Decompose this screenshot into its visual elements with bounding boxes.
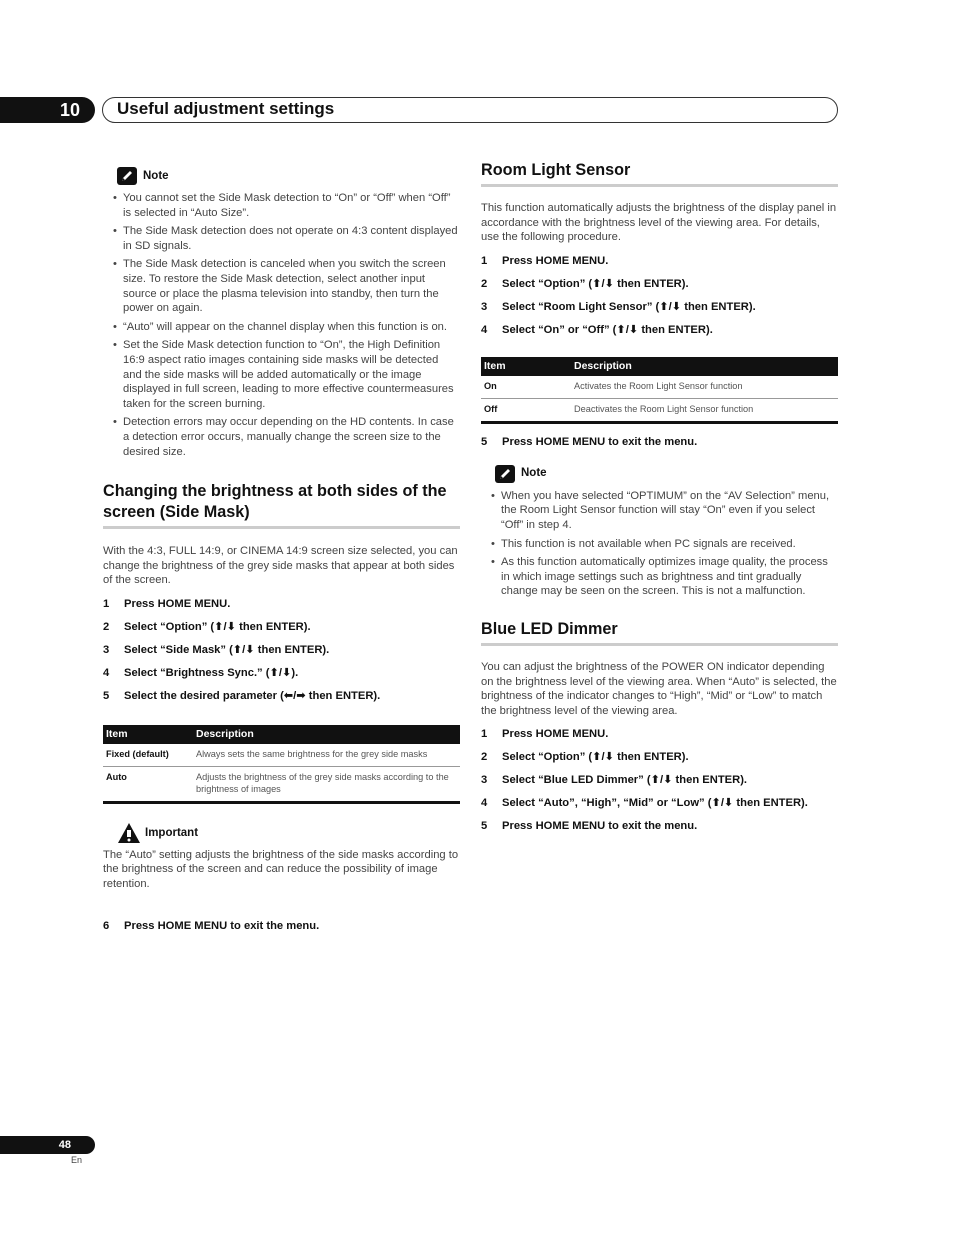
table-header-description: Description [571, 357, 838, 376]
list-item: • This function is not available when PC signals are received. [481, 537, 838, 552]
step-item: 5 Press HOME MENU to exit the menu. [481, 820, 698, 833]
list-item: • “Auto” will appear on the channel display when this function is on. [103, 320, 460, 335]
pencil-note-icon [117, 167, 137, 185]
step-item: 4 Select “Brightness Sync.” (⬆/⬇). [103, 666, 299, 679]
table-cell-description: Adjusts the brightness of the grey side masks according to the brightness of images [193, 766, 460, 802]
right-column [481, 160, 838, 842]
step-item: 4 Select “Auto”, “High”, “Mid” or “Low” (⬆/⬇ then ENTER). [481, 797, 808, 810]
table-header-item: Item [103, 725, 193, 744]
step-item: 1 Press HOME MENU. [103, 597, 231, 610]
chapter-number: 10 [60, 100, 81, 120]
table-row [103, 744, 460, 767]
note-label: Note [143, 169, 169, 182]
step-item: 5 Select the desired parameter (⬅/➡ then ENTER). [103, 689, 381, 702]
important-heading [117, 822, 460, 844]
step-item: 3 Select “Side Mask” (⬆/⬇ then ENTER). [103, 643, 330, 656]
blue-led-dimmer-steps [481, 727, 838, 833]
room-light-sensor-title: Room Light Sensor [481, 160, 838, 187]
page-language: En [71, 1155, 83, 1165]
room-light-sensor-final-step [481, 435, 838, 449]
table-cell-description: Activates the Room Light Sensor function [571, 376, 838, 399]
step-item: 1 Press HOME MENU. [481, 254, 609, 267]
list-item: • Detection errors may occur depending on the HD contents. In case a detection error occurs, manually change the screen size to the desired size. [103, 415, 460, 459]
note-heading [117, 167, 460, 185]
list-item: • The Side Mask detection does not operate on 4:3 content displayed in SD signals. [103, 224, 460, 253]
room-light-sensor-steps [481, 254, 838, 337]
blue-led-dimmer-intro: You can adjust the brightness of the POWER ON indicator depending on the brightness level of the viewing area. When “Auto” is selected, the brightness of the indicator changes to “High”, “Mid” or “Low” to match the brightness level of the viewing area. [481, 660, 837, 717]
table-row [103, 766, 460, 802]
table-cell-description: Deactivates the Room Light Sensor function [571, 398, 838, 422]
room-light-sensor-intro: This function automatically adjusts the brightness of the display panel in accordance with the brightness level of the viewing area. For details, use the following procedure. [481, 202, 837, 244]
important-text: The “Auto” setting adjusts the brightness of the side masks according to the brightness of the screen and can reduce the possibility of image retention. [103, 848, 459, 891]
left-column [103, 167, 460, 942]
note-label: Note [521, 467, 547, 480]
step-item: 3 Select “Room Light Sensor” (⬆/⬇ then ENTER). [481, 300, 756, 313]
list-item: • Set the Side Mask detection function to “On”, the High Definition 16:9 aspect ratio images containing side masks will be detected and the side masks will be added automatically or the image displayed in full screen, leading to more effective countermeasures taken for the screen burning. [103, 338, 460, 411]
side-mask-section-title: Changing the brightness at both sides of the screen (Side Mask) [103, 481, 460, 529]
list-item: • As this function automatically optimizes image quality, the process in which image settings such as brightness and tint gradually change may be seen on the screen. This is not a malfunction. [481, 555, 838, 599]
step-item: 5 Press HOME MENU to exit the menu. [481, 435, 698, 448]
table-cell-item: Off [481, 398, 571, 422]
table-cell-item: Fixed (default) [103, 744, 193, 767]
chapter-number-tab [0, 97, 95, 123]
room-light-sensor-table [481, 357, 838, 424]
side-mask-final-step [103, 919, 460, 933]
important-label: Important [145, 826, 199, 839]
chapter-title: Useful adjustment settings [117, 99, 335, 118]
step-item: 1 Press HOME MENU. [481, 728, 609, 741]
table-row [481, 398, 838, 422]
list-item: • The Side Mask detection is canceled when you switch the screen size. To restore the Side Mask detection, select another input source or place the plasma television into standby, then turn the power on again. [103, 257, 460, 315]
page-number: 48 [0, 1136, 95, 1154]
step-item: 3 Select “Blue LED Dimmer” (⬆/⬇ then ENTER). [481, 774, 748, 787]
step-item: 2 Select “Option” (⬆/⬇ then ENTER). [481, 277, 689, 290]
side-mask-intro: With the 4:3, FULL 14:9, or CINEMA 14:9 screen size selected, you can change the brightness of the grey side masks that appear at both sides of the screen. [103, 545, 458, 587]
list-item: • When you have selected “OPTIMUM” on the “AV Selection” menu, the Room Light Sensor function will stay “On” even if you select “Off” in step 4. [481, 489, 838, 533]
table-row [481, 376, 838, 399]
step-item: 4 Select “On” or “Off” (⬆/⬇ then ENTER). [481, 323, 713, 336]
step-item: 2 Select “Option” (⬆/⬇ then ENTER). [481, 751, 689, 764]
blue-led-dimmer-title: Blue LED Dimmer [481, 619, 838, 646]
list-item: • You cannot set the Side Mask detection to “On” or “Off” when “Off” is selected in “Auto Size”. [103, 191, 460, 220]
step-item: 6 Press HOME MENU to exit the menu. [103, 919, 320, 932]
warning-hand-icon [117, 822, 141, 844]
room-light-sensor-notes [481, 489, 838, 599]
side-mask-steps [103, 597, 460, 703]
table-header-description: Description [193, 725, 460, 744]
note-heading [495, 465, 838, 483]
table-cell-description: Always sets the same brightness for the grey side masks [193, 744, 460, 767]
side-mask-table [103, 725, 460, 804]
table-cell-item: On [481, 376, 571, 399]
side-mask-notes [103, 191, 460, 459]
pencil-note-icon [495, 465, 515, 483]
table-cell-item: Auto [103, 766, 193, 802]
step-item: 2 Select “Option” (⬆/⬇ then ENTER). [103, 620, 311, 633]
table-header-item: Item [481, 357, 571, 376]
